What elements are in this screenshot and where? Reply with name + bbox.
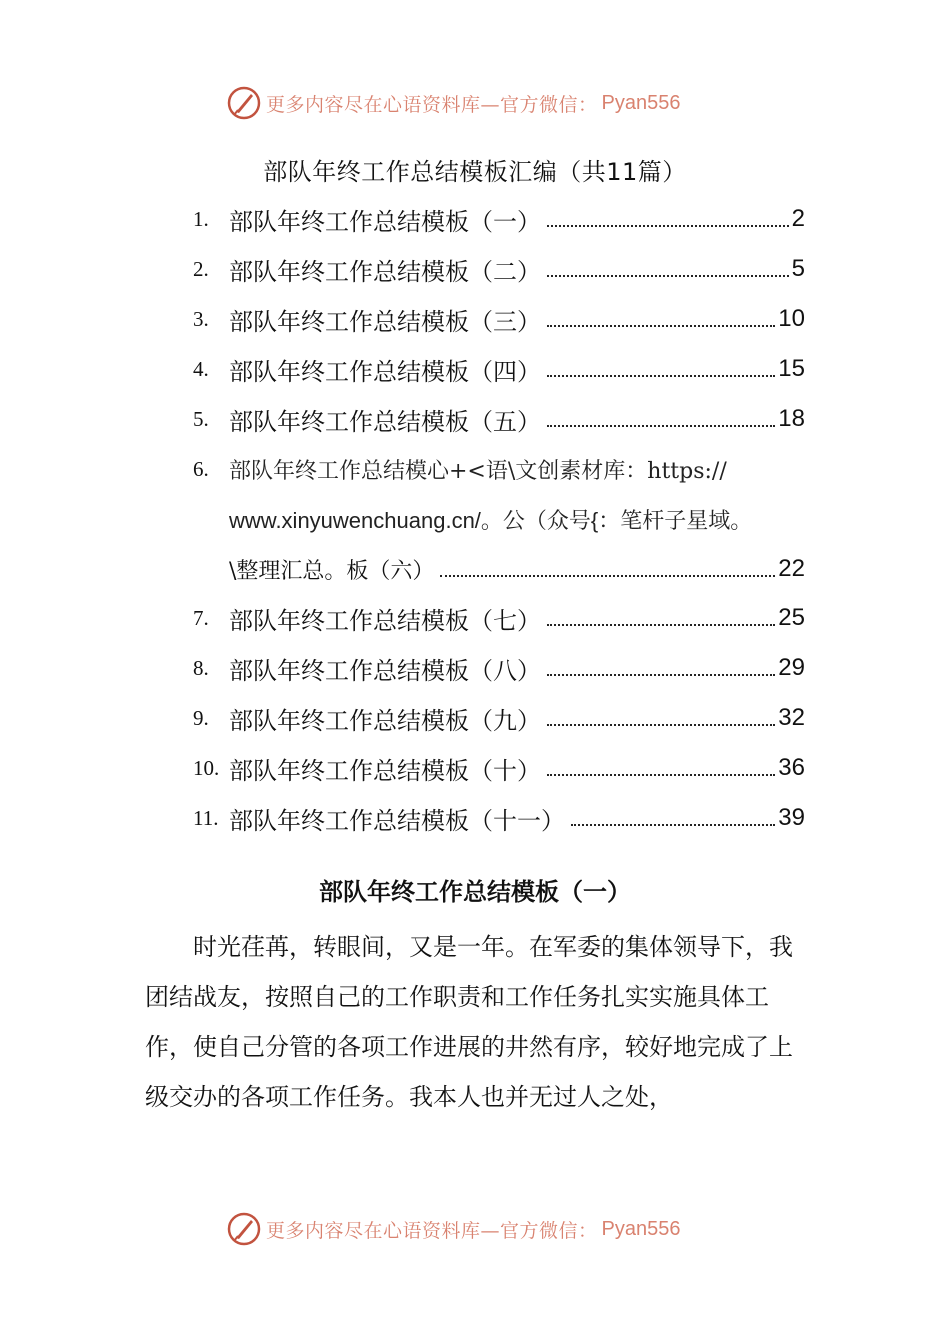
quill-logo-icon [226,85,262,121]
toc-item-number: 11. [193,805,219,830]
watermark-text: 更多内容尽在心语资料库—官方微信： [266,1219,598,1242]
section-title: 部队年终工作总结模板（一） [319,878,631,906]
toc-leader-dots [440,575,775,577]
toc-item-text: 部队年终工作总结模板（五） [229,407,541,436]
toc-item-page: 10 [778,305,805,332]
watermark-wechat-id: Pyan556 [601,91,681,114]
toc-item-text: 部队年终工作总结模板（九） [229,706,541,735]
toc-item-number: 9. [193,705,209,730]
toc-item-text: 部队年终工作总结模板（一） [229,207,541,236]
toc-item-number: 7. [193,605,209,630]
toc-item-number: 2. [193,256,209,281]
toc-item-number: 3. [193,306,209,331]
toc-item-page: 25 [778,604,805,631]
toc-item-6-line3[interactable] [229,551,805,587]
toc-leader-dots [547,724,775,726]
toc-item-text-line1: 部队年终工作总结模心+<语\文创素材库：https:// [229,458,727,484]
toc-item-2[interactable] [193,251,805,287]
toc-item-5[interactable] [193,401,805,437]
toc-item-text-line3: \整理汇总。板（六） [229,558,435,584]
toc-item-text-line2: www.xinyuwenchuang.cn/。公（众号{：笔杆子星域。 [229,507,753,533]
toc-item-page: 36 [778,754,805,781]
watermark-wechat-id: Pyan556 [601,1217,681,1240]
toc-item-text: 部队年终工作总结模板（八） [229,656,541,685]
toc-item-1[interactable] [193,201,805,237]
toc-item-text: 部队年终工作总结模板（十） [229,756,541,785]
toc-leader-dots [547,325,775,327]
toc-item-text: 部队年终工作总结模板（十一） [229,806,565,835]
toc-item-page: 39 [778,804,805,831]
toc-leader-dots [547,674,775,676]
toc-title: 部队年终工作总结模板汇编（共11篇） [263,158,687,186]
toc-item-page: 29 [778,654,805,681]
toc-item-number: 1. [193,206,209,231]
toc-item-text: 部队年终工作总结模板（三） [229,307,541,336]
toc-item-page: 2 [791,205,805,232]
toc-leader-dots [547,275,789,277]
toc-item-number: 5. [193,406,209,431]
toc-item-4[interactable] [193,351,805,387]
toc-leader-dots [547,624,775,626]
watermark-footer [226,1210,726,1248]
toc-item-text: 部队年终工作总结模板（二） [229,257,541,286]
toc-item-page: 22 [778,555,805,582]
toc-item-page: 15 [778,355,805,382]
toc-item-6-line2 [229,501,805,537]
toc-item-3[interactable] [193,301,805,337]
toc-item-number: 8. [193,655,209,680]
toc-item-text: 部队年终工作总结模板（四） [229,357,541,386]
toc-item-text: 部队年终工作总结模板（七） [229,606,541,635]
toc-item-page: 5 [791,255,805,282]
toc-item-page: 32 [778,704,805,731]
toc-leader-dots [547,375,775,377]
toc-item-number: 10. [193,755,220,780]
watermark-header [226,84,726,122]
toc-item-8[interactable] [193,650,805,686]
toc-leader-dots [571,824,775,826]
toc-leader-dots [547,225,789,227]
toc-leader-dots [547,774,775,776]
toc-leader-dots [547,425,775,427]
toc-item-9[interactable] [193,700,805,736]
toc-item-7[interactable] [193,600,805,636]
toc-item-number: 4. [193,356,209,381]
toc-item-6[interactable] [193,451,805,487]
toc-item-number: 6. [193,456,209,481]
body-paragraph: 时光荏苒，转眼间，又是一年。在军委的集体领导下，我团结战友，按照自己的工作职责和工作任务扎实实施具体工作，使自己分管的各项工作进展的井然有序，较好地完成了上级交办的各项工作任务。我本人也并无过人之处， [145,933,793,1111]
toc-item-page: 18 [778,405,805,432]
toc-item-10[interactable] [193,750,805,786]
toc-item-11[interactable] [193,800,805,836]
watermark-text: 更多内容尽在心语资料库—官方微信： [266,93,598,116]
quill-logo-icon [226,1211,262,1247]
